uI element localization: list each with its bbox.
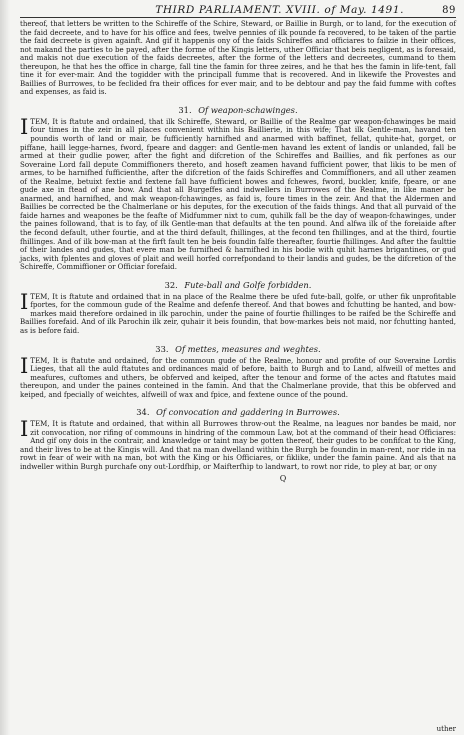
chapter-heading bbox=[20, 407, 456, 417]
chapter-heading bbox=[20, 280, 456, 290]
chapter-title: Of mettes, measures and weghtes. bbox=[175, 343, 321, 354]
chapter-text bbox=[20, 417, 456, 471]
section-33 bbox=[20, 344, 456, 400]
chapter-text bbox=[20, 289, 456, 336]
section-32 bbox=[20, 280, 456, 336]
drop-cap: I bbox=[20, 289, 29, 314]
chapter-heading bbox=[20, 105, 456, 115]
chapter-number: 33. bbox=[155, 343, 169, 354]
catchword: uther bbox=[436, 725, 456, 733]
opening-paragraph: thereof, that letters be written to the Schireffe of the Schire, Steward, or Baillie in Burgh, or to land, for the execution of the faid decreete, and to have for his office and fees, twelve pennies of ilk pounde fa recovered, to be taken of the partie the faid decreete is given againft. And gif it happenis ony of the faids Schireffes and officiares to failzie in their offices, not makand the parties to be payed, after the forme of the Kingis letters, uther Officiar that beis negligent, as is foresaid, and makis not due execution of the faids decreetes, after the forme of the letters and decreetes, cummand to them thereupon, he that hes the office in charge, fall tine the famin for three zeires, and he that hes the famin in life-tent, fall tine it for ever-mair. And the togidder with the principall fumme that is recovered. And in likewife the Provestes and Baillies of Burrowes, to be feclided fra their offices for ever mair, and to be debtour and pay the faid fumme with coftes and expenses, as faid is. bbox=[20, 19, 456, 97]
signature-mark: Q bbox=[279, 473, 287, 483]
drop-cap: I bbox=[20, 353, 29, 378]
binding-shadow bbox=[0, 0, 10, 735]
chapter-title: Of convocation and gaddering in Burrowes. bbox=[156, 407, 340, 418]
section-34 bbox=[20, 407, 456, 471]
chapter-text bbox=[20, 114, 456, 272]
drop-cap: I bbox=[20, 114, 29, 139]
running-head bbox=[20, 4, 456, 18]
chapter-text bbox=[20, 353, 456, 400]
chapter-number: 32. bbox=[164, 279, 178, 290]
page-content bbox=[20, 4, 456, 483]
chapter-body: TEM, It is ftatute and ordained, that within all Burrowes throw-out the Realme, na leagues nor bandes be maid, nor zit convocation, nor rifing of commouns in hindring of the commoun Law, bot at the command of their head Officiares: And gif ony dois in the contrair, and knawledge or taint may be gotten thereof, their gudes to be confifcat to the King, and their lives to be at the Kingis will. And that na man dwelland within the Burgh be foundin in man-rent, nor ride in na rowt in fear of weir with na man, bot with the King or his Officiares, or fiklike, under the famin paine. And als that na indweller within Burgh purchafe ony out-Lordfhip, or Maifterfhip to landwart, to rowt nor ride, to pley at bar, or ony bbox=[20, 419, 456, 471]
running-head-title: THIRD PARLIAMENT. XVIII. of May. 1491. bbox=[155, 4, 405, 16]
chapter-number: 31. bbox=[178, 104, 192, 115]
drop-cap: I bbox=[20, 417, 29, 442]
chapter-body: TEM, It is ftatute and ordained, for the commoun gude of the Realme, honour and profite of our Soveraine Lordis Lieges, that all the auld ftatutes and ordinances maid of before, baith to Burgh and to Land, alfweill of mettes and meafures, cuftomes and uthers, be obferved and keiped, after the tenour and forme of the actes and ftatutes maid thereupon, and under the paines conteined in the famin. And that the Chalmerlane provide, that this be obferved and keiped, and fpecially of weichtes, alfweill of wax and fpice, and fextene ounce of the pound. bbox=[20, 355, 456, 399]
page-number: 89 bbox=[442, 5, 456, 16]
section-31 bbox=[20, 105, 456, 272]
chapter-title: Of weapon-schawinges. bbox=[198, 104, 298, 115]
chapter-heading bbox=[20, 344, 456, 354]
chapter-body: TEM, It is ftatute and ordained, that ilk Schireffe, Steward, or Baillie of the Realme gar weapon-fchawinges be maid four times in the zeir in all places convenient within his Baillierie, in this wife; That ilk Gentle-man, havand ten poundis worth of land or mair, be fufficiently harnifhed and anarmed with baffinet, fellat, quhite-hat, gorget, or piffane, haill legge-harnes, fword, fpeare and dagger: and Gentle-men havand les extent of landis or unlanded, fall be armed at their gudlie power, after the fight and difcretion of the Schireffes and Baillies, and fik perfones as our Soveraine Lord fall depute Commiffioners thereto, and hoseft zeamen havand fufficient power, that likis to be men of armes, to be harnifhed fufficienthe, after the difcretion of the faids Schireffes and Commiffioners, and all uther zeamen of the Realme, betuixt fextie and fextene fall have fufficient bowes and fchewes, fword, buckler, knife, fpeare, or ane gude axe in ftead of ane bow. And that all Burgeffes and indwellers in Burrowes of the Realme, in like maner be anarmed, and harnifhed, and mak weapon-fchawinges, as faid is, foure times in the zeir. And that the Aldermen and Baillies be corrected be the Chalmerlane or his deputes, for the execution of the faids things. And that all purvaid of the faide harnes and weapones be the feafte of Midfummer nixt to cum, quhilk fall be the day of weapon-fchawinges, under the paines followand, that is to fay, of ilk Gentle-man that defaults at the ten pound. And alfwa ilk of the foreiaide after the fecond default, uther fourtie, and at the third default, fhillinges, at the fecond ten fhillinges, and at the third, fourtie fhillinges. And of ilk bow-man at the firft fault ten he beis foundin falfe thereafter, fourtie fhillinges. And after the faulttie of their landes and gudes, that evere man be furnifhed & harnifhed in his bodie with quhit harnes brigantines, or gud jacks, with fplentes and gloves of plait and weill horfed correfpondand to their landis and gudes, be the difcretion of the Schireffe, Commiffioner or Officiar forefaid. bbox=[20, 116, 456, 272]
chapter-title: Fute-ball and Golfe forbidden. bbox=[184, 279, 312, 290]
chapter-body: TEM, It is ftatute and ordained that in na place of the Realme there be ufed fute-ball, golfe, or uther fik unprofitable fportes, for the commoun gude of the Realme and defenfe thereof. And that bowes and fchutting be hanted, and bow-markes maid therefore ordained in ilk parochin, under the paine of fourtie fhillinges to be raifed be the Schireffe and Baillies forefaid. And of ilk Parochin ilk zeir, quhair it beis foundin, that bow-markes beis not maid, nor fchutting hanted, as is before faid. bbox=[20, 291, 456, 335]
chapter-number: 34. bbox=[136, 407, 150, 418]
